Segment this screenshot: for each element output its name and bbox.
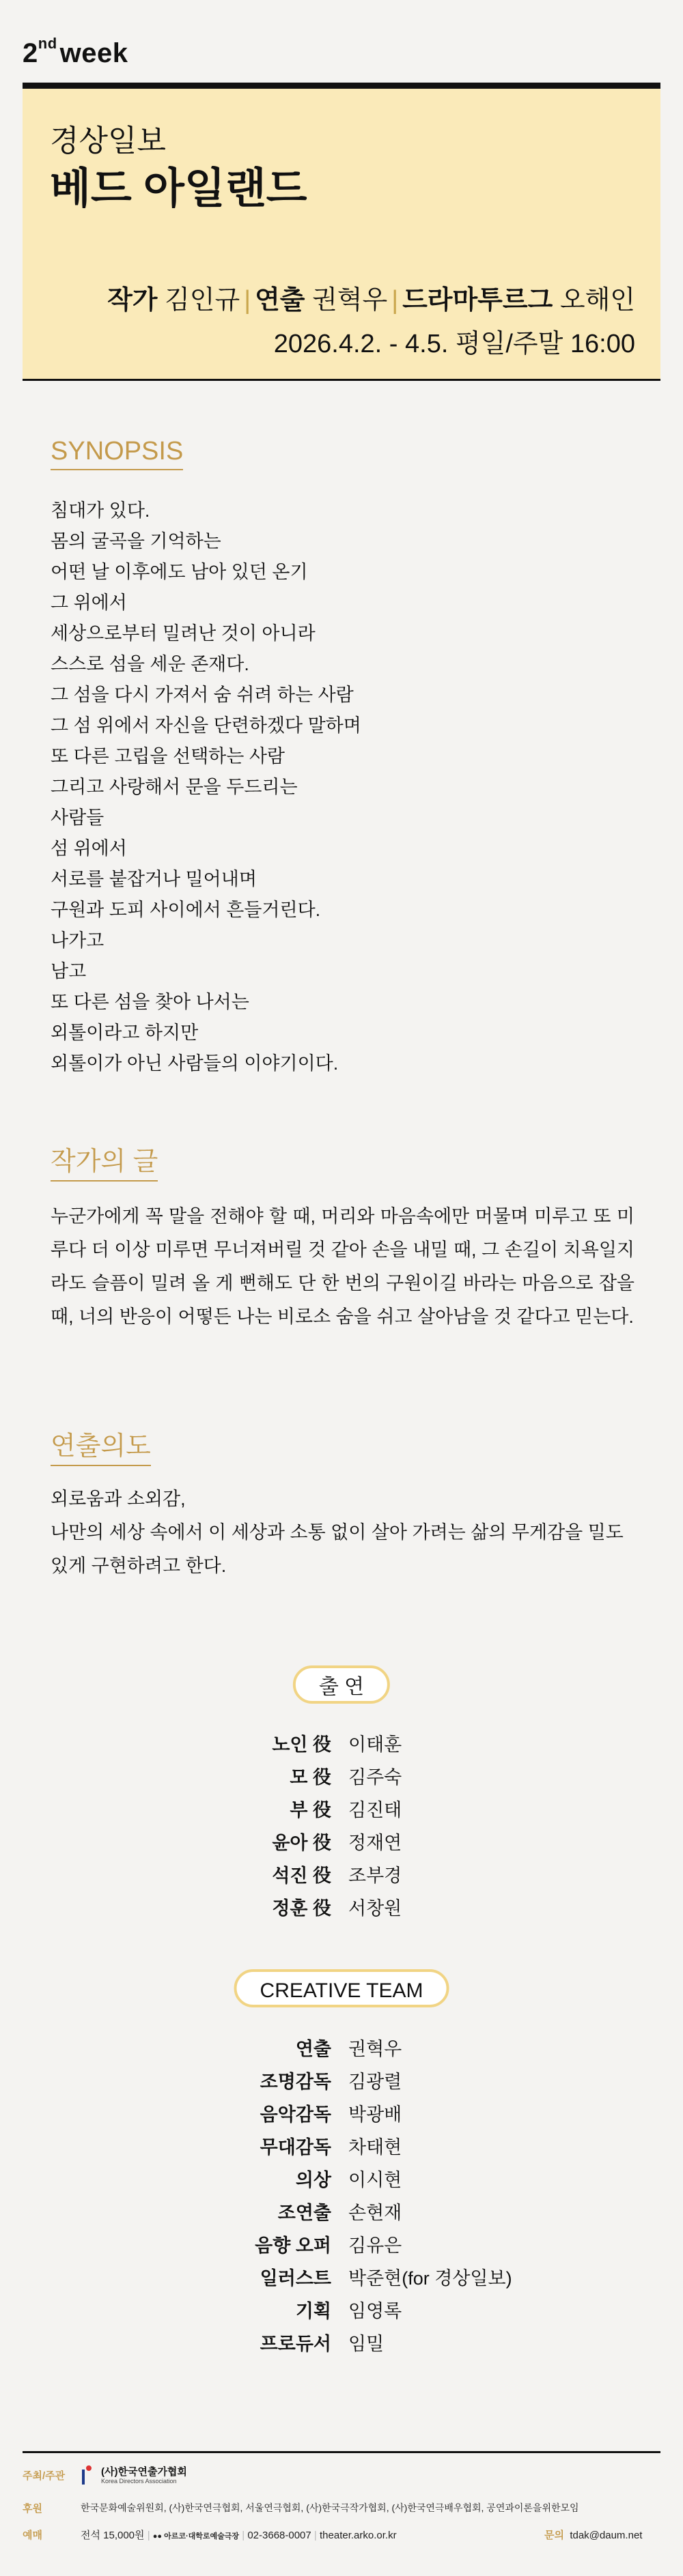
credit-role-dramaturg: 드라마투르그: [402, 286, 553, 315]
sponsor-label: 후원: [23, 2503, 42, 2515]
synopsis-line: 침대가 있다.: [51, 500, 150, 521]
week-number: 2: [23, 38, 38, 68]
crew-row: [0, 2196, 683, 2229]
cast-role: 부 役: [290, 1800, 331, 1820]
ticket-info: [81, 2528, 397, 2542]
cast-role: 석진 役: [272, 1865, 331, 1886]
crew-role: 음악감독: [260, 2104, 331, 2125]
host-label: 주최/주관: [23, 2470, 66, 2482]
crew-role: 연출: [295, 2039, 331, 2059]
logo-text: (사)한국연출가협회: [101, 2466, 187, 2478]
synopsis-heading: SYNOPSIS: [51, 437, 183, 470]
venue-name: 아르코·대학로예술극장: [164, 2532, 240, 2541]
cast-role: 노인 役: [272, 1734, 331, 1755]
crew-row: [0, 2295, 683, 2328]
synopsis-line: 남고: [51, 961, 87, 982]
contact-email[interactable]: tdak@daum.net: [570, 2530, 643, 2541]
play-title: 베드 아일랜드: [50, 165, 307, 212]
week-suffix: nd: [38, 34, 57, 52]
crew-name: 박준현(for 경상일보): [348, 2268, 512, 2289]
cast-name: 조부경: [348, 1865, 402, 1886]
cast-role: 정훈 役: [272, 1898, 331, 1919]
crew-row: [0, 2328, 683, 2360]
synopsis-line: 또 다른 고립을 선택하는 사람: [51, 746, 285, 767]
cast-list: [0, 1728, 683, 1925]
crew-row: [0, 2262, 683, 2295]
synopsis-line: 서로를 붙잡거나 밀어내며: [51, 869, 257, 889]
kda-logo: [81, 2463, 190, 2490]
creative-team-list: [0, 2033, 683, 2360]
cast-role: 모 役: [290, 1767, 331, 1788]
director-note-text: [51, 1483, 638, 1583]
crew-role: 조명감독: [260, 2072, 331, 2092]
crew-role: 의상: [295, 2170, 331, 2190]
crew-row: [0, 2164, 683, 2196]
venue-dots-icon: ●●: [152, 2532, 163, 2541]
crew-name: 차태현: [348, 2137, 402, 2158]
director-note-line: 외로움과 소외감,: [51, 1489, 186, 1509]
week-word: week: [59, 38, 128, 68]
credit-role-director: 연출: [255, 286, 305, 315]
cast-row: [0, 1761, 683, 1794]
credit-name-director: 권혁우: [312, 286, 388, 315]
synopsis-line: 나가고: [51, 930, 104, 951]
synopsis-line: 외톨이가 아닌 사람들의 이야기이다.: [51, 1053, 339, 1074]
synopsis-line: 어떤 날 이후에도 남아 있던 온기: [51, 562, 308, 582]
creative-team-heading: CREATIVE TEAM: [234, 1969, 449, 2007]
credit-name-dramaturg: 오해인: [559, 286, 635, 315]
synopsis-line: 또 다른 섬을 찾아 나서는: [51, 992, 249, 1012]
crew-name: 임영록: [348, 2301, 402, 2321]
synopsis-line: 스스로 섬을 세운 존재다.: [51, 654, 249, 674]
crew-row: [0, 2131, 683, 2164]
synopsis-line: 그리고 사랑해서 문을 두드리는: [51, 777, 298, 797]
cast-name: 김진태: [348, 1800, 402, 1820]
crew-row: [0, 2033, 683, 2065]
director-note-heading: 연출의도: [51, 1425, 151, 1466]
credit-separator: |: [391, 286, 399, 315]
credit-name-writer: 김인규: [165, 286, 240, 315]
crew-name: 박광배: [348, 2104, 402, 2125]
crew-name: 김유은: [348, 2235, 402, 2256]
synopsis-line: 그 섬 위에서 자신을 단련하겠다 말하며: [51, 715, 361, 736]
contact-label: 문의: [544, 2530, 564, 2541]
crew-name: 권혁우: [348, 2039, 402, 2059]
crew-name: 임밀: [348, 2334, 385, 2354]
cast-name: 정재연: [348, 1833, 402, 1853]
kda-logo-icon: [81, 2464, 96, 2486]
credit-role-writer: 작가: [107, 286, 158, 315]
cast-row: [0, 1827, 683, 1859]
writer-note-heading: 작가의 글: [51, 1140, 158, 1182]
writer-note-text: 누군가에게 꼭 말을 전해야 할 때, 머리와 마음속에만 머물며 미루고 또 미루다 더 이상 미루면 무너져버릴 것 같아 손을 내밀 때, 그 손길이 치욕일지라도 슬픔이 밀려 올 게 뻔해도 단 한 번의 구원이길 바라는 마음으로 잡을 때, 너의 반응이 어떻든 나는 비로소 숨을 쉬고 살아남을 것 같다고 믿는다.: [51, 1206, 635, 1327]
cast-heading: 출 연: [293, 1665, 390, 1704]
cast-row: [0, 1859, 683, 1892]
crew-row: [0, 2065, 683, 2098]
top-divider: [23, 83, 660, 89]
crew-role: 프로듀서: [260, 2334, 331, 2354]
crew-role: 무대감독: [260, 2137, 331, 2158]
cast-row: [0, 1892, 683, 1925]
separator: |: [313, 2530, 317, 2541]
title-banner: [23, 89, 660, 381]
crew-role: 음향 오퍼: [255, 2235, 331, 2256]
performance-dates: 2026.4.2. - 4.5. 평일/주말 16:00: [273, 330, 635, 358]
cast-role: 윤아 役: [272, 1833, 331, 1853]
crew-role: 일러스트: [260, 2268, 331, 2289]
synopsis-line: 몸의 굴곡을 기억하는: [51, 531, 221, 552]
ticket-price: 전석 15,000원: [81, 2530, 145, 2541]
newspaper-name: 경상일보: [50, 124, 167, 158]
crew-name: 김광렬: [348, 2072, 402, 2092]
cast-row: [0, 1728, 683, 1761]
ticket-site[interactable]: theater.arko.or.kr: [320, 2530, 397, 2541]
synopsis-line: 외톨이라고 하지만: [51, 1022, 199, 1043]
cast-row: [0, 1794, 683, 1827]
credits-line: [107, 278, 635, 316]
synopsis-line: 사람들: [51, 807, 104, 828]
synopsis-line: 구원과 도피 사이에서 흔들거린다.: [51, 900, 321, 920]
crew-row: [0, 2229, 683, 2262]
crew-role: 기획: [295, 2301, 331, 2321]
crew-row: [0, 2098, 683, 2131]
credit-separator: |: [244, 286, 251, 315]
separator: |: [242, 2530, 245, 2541]
synopsis-line: 그 위에서: [51, 592, 127, 613]
footer-divider: [23, 2451, 660, 2453]
crew-name: 손현재: [348, 2203, 402, 2223]
contact-info: [544, 2528, 642, 2542]
cast-name: 서창원: [348, 1898, 402, 1919]
ticket-phone: 02-3668-0007: [247, 2530, 311, 2541]
logo-subtext: Korea Directors Association: [101, 2478, 177, 2485]
crew-role: 조연출: [277, 2203, 331, 2223]
ticket-label: 예매: [23, 2530, 42, 2541]
director-note-line: 나만의 세상 속에서 이 세상과 소통 없이 살아 가려는 삶의 무게감을 밀도 있게 구현하려고 한다.: [51, 1522, 624, 1576]
synopsis-line: 섬 위에서: [51, 838, 127, 859]
cast-name: 김주숙: [348, 1767, 402, 1788]
crew-name: 이시현: [348, 2170, 402, 2190]
synopsis-line: 그 섬을 다시 가져서 숨 쉬려 하는 사람: [51, 685, 354, 705]
sponsor-list: 한국문화예술위원회, (사)한국연극협회, 서울연극협회, (사)한국극작가협회, (사)한국연극배우협회, 공연과이론을위한모임: [81, 2502, 579, 2513]
venue-logo: [153, 2532, 239, 2541]
cast-name: 이태훈: [348, 1734, 402, 1755]
synopsis-text: [51, 496, 361, 1079]
week-label: [23, 34, 128, 69]
synopsis-line: 세상으로부터 밀려난 것이 아니라: [51, 623, 316, 644]
separator: |: [147, 2530, 150, 2541]
